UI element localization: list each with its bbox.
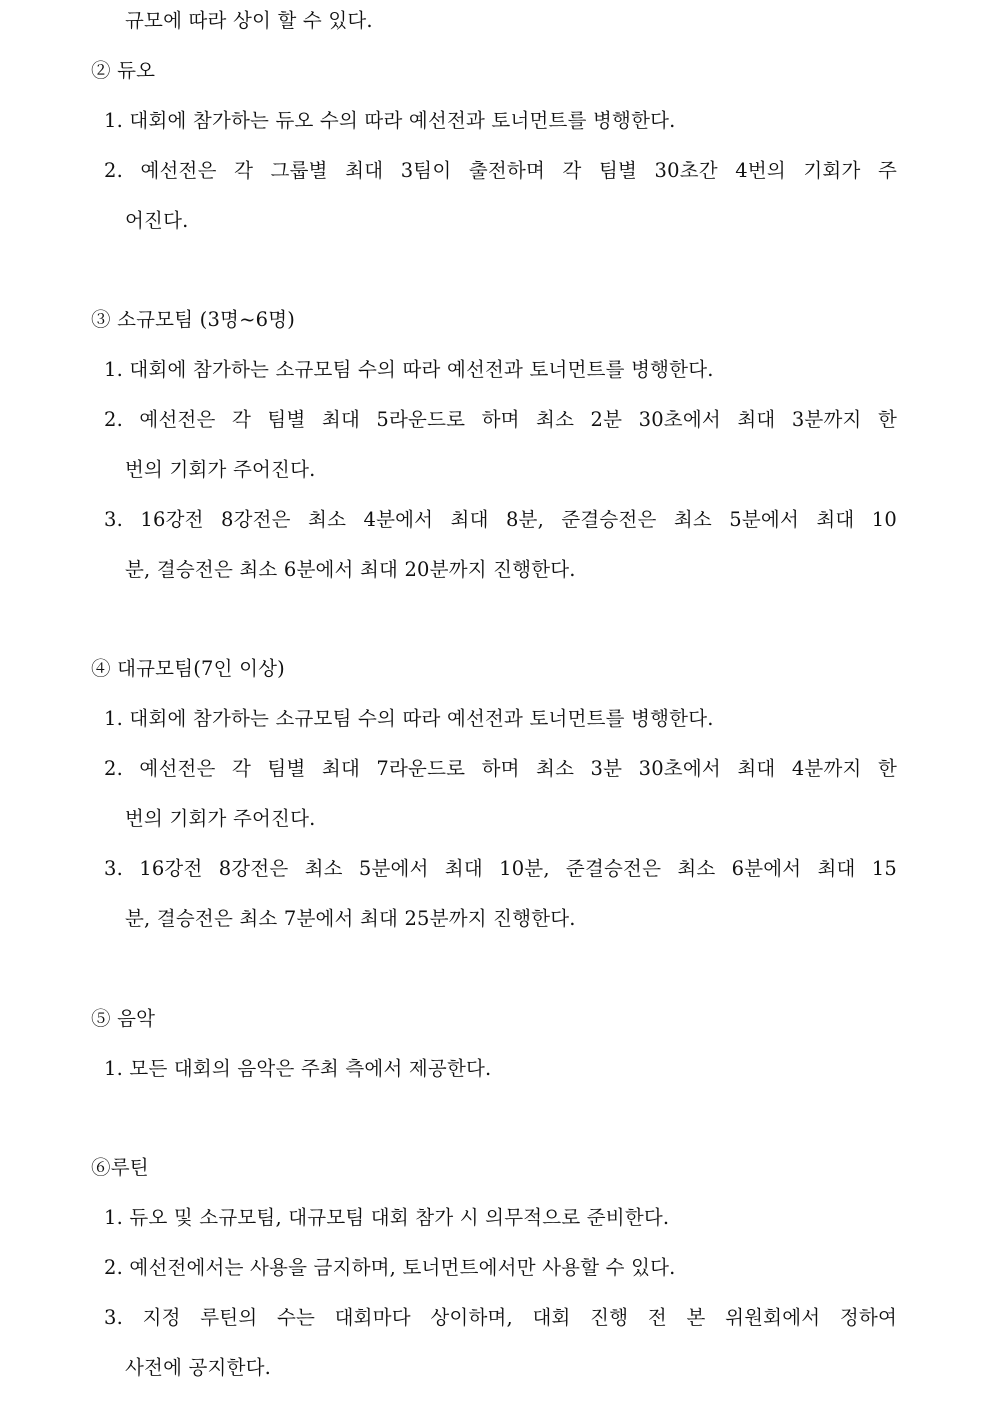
section-3-heading: ③ 소규모팀 (3명~6명) xyxy=(91,308,296,331)
section-6-item-2: 2. 예선전에서는 사용을 금지하며, 토너먼트에서만 사용할 수 있다. xyxy=(104,1256,676,1279)
section-5-item-1: 1. 모든 대회의 음악은 주최 측에서 제공한다. xyxy=(104,1057,492,1080)
section-5-heading: ⑤ 음악 xyxy=(91,1007,156,1030)
section-4-item-3: 3. 16강전 8강전은 최소 5분에서 최대 10분, 준결승전은 최소 6분에서 최대 15 xyxy=(104,857,897,880)
section-4-heading: ④ 대규모팀(7인 이상) xyxy=(91,657,285,680)
section-3-item-2: 2. 예선전은 각 팀별 최대 5라운드로 하며 최소 2분 30초에서 최대 3분까지 한 xyxy=(104,408,897,431)
section-6-item-3-continuation: 사전에 공지한다. xyxy=(125,1356,272,1379)
section-6-heading: ⑥루틴 xyxy=(91,1156,149,1179)
section-2-item-1: 1. 대회에 참가하는 듀오 수의 따라 예선전과 토너먼트를 병행한다. xyxy=(104,109,676,132)
section-3-item-3-continuation: 분, 결승전은 최소 6분에서 최대 20분까지 진행한다. xyxy=(125,558,576,581)
section-2-item-2-continuation: 어진다. xyxy=(125,209,189,232)
section-2-item-2: 2. 예선전은 각 그룹별 최대 3팀이 출전하며 각 팀별 30초간 4번의 기회가 주 xyxy=(104,159,897,182)
section-4-item-3-continuation: 분, 결승전은 최소 7분에서 최대 25분까지 진행한다. xyxy=(125,907,576,930)
section-3-item-3: 3. 16강전 8강전은 최소 4분에서 최대 8분, 준결승전은 최소 5분에서 최대 10 xyxy=(104,508,897,531)
section-2-heading: ② 듀오 xyxy=(91,59,156,82)
section-6-item-3: 3. 지정 루틴의 수는 대회마다 상이하며, 대회 진행 전 본 위원회에서 정하여 xyxy=(104,1306,897,1329)
section-4-item-2: 2. 예선전은 각 팀별 최대 7라운드로 하며 최소 3분 30초에서 최대 4분까지 한 xyxy=(104,757,897,780)
section-3-item-2-continuation: 번의 기회가 주어진다. xyxy=(125,458,316,481)
section-6-item-1: 1. 듀오 및 소규모팀, 대규모팀 대회 참가 시 의무적으로 준비한다. xyxy=(104,1206,670,1229)
section-4-item-1: 1. 대회에 참가하는 소규모팀 수의 따라 예선전과 토너먼트를 병행한다. xyxy=(104,707,714,730)
intro-continuation: 규모에 따라 상이 할 수 있다. xyxy=(125,9,373,32)
section-4-item-2-continuation: 번의 기회가 주어진다. xyxy=(125,807,316,830)
section-3-item-1: 1. 대회에 참가하는 소규모팀 수의 따라 예선전과 토너먼트를 병행한다. xyxy=(104,358,714,381)
